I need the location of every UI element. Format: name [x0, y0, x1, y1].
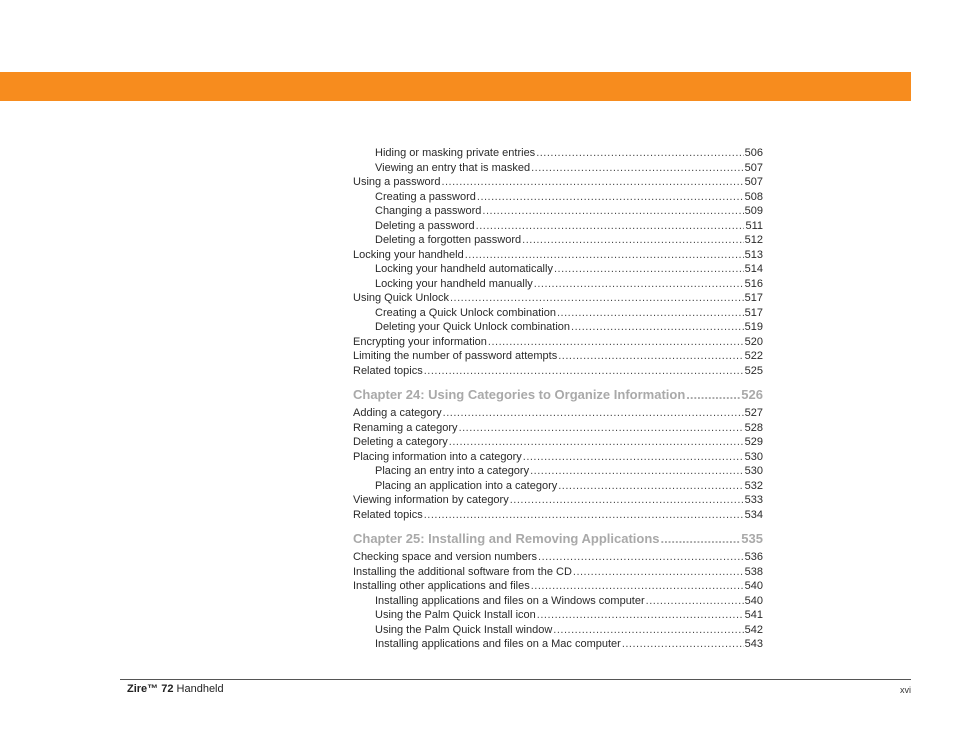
dot-leader	[476, 219, 745, 234]
toc-entry[interactable]	[353, 190, 763, 205]
dot-leader	[531, 161, 744, 176]
toc-entry[interactable]	[353, 320, 763, 335]
toc-entry-page: 525	[744, 364, 763, 377]
toc-entry[interactable]	[353, 262, 763, 277]
toc-entry-title: Using a password	[353, 176, 441, 188]
toc-entry-page: 530	[744, 465, 763, 477]
toc-entry-title: Changing a password	[375, 205, 482, 217]
dot-leader	[554, 262, 744, 277]
toc-entry-page: 529	[744, 436, 763, 448]
toc-entry-page: 519	[744, 321, 763, 333]
header-band	[0, 72, 911, 101]
toc-entry-page: 532	[744, 479, 763, 492]
toc-entry-page: 516	[744, 277, 763, 290]
toc-entry-title: Placing an application into a category	[375, 479, 558, 492]
toc-entry[interactable]	[353, 579, 763, 594]
toc-entry[interactable]	[353, 146, 763, 161]
toc-entry-page: 522	[744, 350, 763, 362]
toc-entry-title: Locking your handheld	[353, 248, 464, 261]
toc-entry[interactable]	[353, 608, 763, 623]
footer-divider	[120, 679, 911, 680]
toc-entry-page: 520	[744, 335, 763, 348]
toc-entry[interactable]	[353, 335, 763, 350]
toc-entry[interactable]	[353, 421, 763, 436]
toc-entry-page: 508	[744, 190, 763, 203]
toc-entry-page: 514	[744, 263, 763, 275]
toc-group-3	[353, 550, 763, 652]
toc-entry[interactable]	[353, 291, 763, 306]
product-suffix: Handheld	[173, 683, 224, 695]
toc-entry-title: Placing an entry into a category	[375, 465, 530, 477]
dot-leader	[622, 637, 744, 652]
dot-leader	[534, 277, 744, 292]
toc-entry[interactable]	[353, 493, 763, 508]
footer-product	[127, 683, 224, 695]
toc-entry-title: Creating a Quick Unlock combination	[375, 306, 556, 319]
toc-entry[interactable]	[353, 277, 763, 292]
toc-entry[interactable]	[353, 219, 763, 234]
toc-entry-page: 534	[744, 508, 763, 521]
toc-entry-page: 517	[744, 292, 763, 304]
dot-leader	[571, 320, 744, 335]
toc-entry-page: 513	[744, 248, 763, 261]
toc-entry-page: 511	[745, 219, 763, 232]
footer-page-number: xvi	[900, 685, 911, 695]
toc-group-2	[353, 406, 763, 522]
toc-entry-page: 536	[744, 551, 763, 563]
dot-leader	[441, 175, 743, 190]
dot-leader	[573, 565, 744, 580]
toc-entry[interactable]	[353, 161, 763, 176]
toc-entry[interactable]	[353, 248, 763, 263]
toc-entry-page: 542	[744, 623, 763, 636]
toc-entry-title: Adding a category	[353, 407, 442, 419]
toc-entry-page: 517	[744, 306, 763, 319]
toc-entry[interactable]	[353, 175, 763, 190]
dot-leader	[488, 335, 744, 350]
dot-leader	[450, 291, 744, 306]
toc-entry-title: Deleting a forgotten password	[375, 234, 522, 246]
toc-entry-page: 506	[744, 147, 763, 159]
toc-entry-title: Installing applications and files on a Windows computer	[375, 594, 645, 607]
chapter-page: 526	[741, 387, 763, 402]
toc-entry-page: 507	[744, 176, 763, 188]
dot-leader	[558, 479, 743, 494]
toc-entry-page: 527	[744, 407, 763, 419]
toc-entry-page: 541	[744, 609, 763, 621]
dot-leader	[531, 579, 744, 594]
toc-entry-page: 512	[744, 234, 763, 246]
toc-entry[interactable]	[353, 306, 763, 321]
toc-entry-page: 533	[744, 494, 763, 506]
toc-entry-page: 540	[744, 580, 763, 592]
dot-leader	[553, 623, 743, 638]
toc-entry[interactable]	[353, 435, 763, 450]
chapter-page: 535	[741, 531, 763, 546]
dot-leader	[424, 508, 744, 523]
dot-leader	[530, 464, 744, 479]
toc-entry-title: Locking your handheld automatically	[375, 263, 553, 275]
toc-entry[interactable]	[353, 349, 763, 364]
product-name: Zire™ 72	[127, 683, 174, 695]
toc-entry-title: Viewing an entry that is masked	[375, 161, 531, 174]
toc-entry[interactable]	[353, 508, 763, 523]
table-of-contents	[353, 146, 763, 652]
dot-leader	[686, 386, 740, 404]
toc-group-1	[353, 146, 763, 378]
toc-entry-title: Renaming a category	[353, 421, 458, 434]
dot-leader	[477, 190, 744, 205]
toc-entry[interactable]	[353, 406, 763, 421]
toc-entry-page: 530	[744, 450, 763, 463]
toc-entry-title: Using the Palm Quick Install icon	[375, 609, 536, 621]
toc-entry-title: Limiting the number of password attempts	[353, 350, 558, 362]
dot-leader	[661, 530, 741, 548]
chapter-25-heading[interactable]	[353, 530, 763, 548]
toc-entry-page: 543	[744, 638, 763, 650]
toc-entry[interactable]	[353, 464, 763, 479]
toc-entry[interactable]	[353, 233, 763, 248]
toc-entry-title: Using Quick Unlock	[353, 292, 449, 304]
chapter-24-heading[interactable]	[353, 386, 763, 404]
toc-entry-title: Deleting your Quick Unlock combination	[375, 321, 571, 333]
dot-leader	[522, 233, 743, 248]
toc-entry-page: 528	[744, 421, 763, 434]
dot-leader	[459, 421, 744, 436]
toc-entry[interactable]	[353, 623, 763, 638]
toc-entry-title: Encrypting your information	[353, 335, 487, 348]
dot-leader	[510, 493, 744, 508]
toc-entry-title: Deleting a category	[353, 436, 448, 448]
toc-entry[interactable]	[353, 479, 763, 494]
dot-leader	[646, 594, 744, 609]
toc-entry[interactable]	[353, 204, 763, 219]
toc-entry[interactable]	[353, 550, 763, 565]
toc-entry-title: Deleting a password	[375, 219, 475, 232]
dot-leader	[449, 435, 744, 450]
toc-entry[interactable]	[353, 565, 763, 580]
toc-entry-title: Locking your handheld manually	[375, 277, 533, 290]
chapter-title: Chapter 24: Using Categories to Organize Information	[353, 387, 686, 402]
toc-entry-title: Viewing information by category	[353, 494, 509, 506]
toc-entry-title: Installing the additional software from the CD	[353, 565, 572, 578]
dot-leader	[465, 248, 744, 263]
toc-entry-page: 538	[744, 565, 763, 578]
toc-entry[interactable]	[353, 364, 763, 379]
dot-leader	[523, 450, 744, 465]
dot-leader	[538, 550, 744, 565]
toc-entry-title: Checking space and version numbers	[353, 551, 538, 563]
toc-entry[interactable]	[353, 450, 763, 465]
dot-leader	[537, 608, 744, 623]
dot-leader	[482, 204, 743, 219]
dot-leader	[424, 364, 744, 379]
toc-entry-page: 507	[744, 161, 763, 174]
toc-entry[interactable]	[353, 594, 763, 609]
chapter-title: Chapter 25: Installing and Removing Applications	[353, 531, 660, 546]
toc-entry-title: Installing other applications and files	[353, 580, 530, 592]
toc-entry-title: Placing information into a category	[353, 450, 522, 463]
toc-entry-title: Related topics	[353, 508, 423, 521]
dot-leader	[557, 306, 744, 321]
toc-entry-title: Hiding or masking private entries	[375, 147, 536, 159]
toc-entry-page: 540	[744, 594, 763, 607]
toc-entry-page: 509	[744, 205, 763, 217]
dot-leader	[443, 406, 744, 421]
toc-entry-title: Related topics	[353, 364, 423, 377]
dot-leader	[536, 146, 743, 161]
toc-entry[interactable]	[353, 637, 763, 652]
toc-entry-title: Using the Palm Quick Install window	[375, 623, 553, 636]
dot-leader	[558, 349, 743, 364]
toc-entry-title: Creating a password	[375, 190, 476, 203]
toc-entry-title: Installing applications and files on a Mac computer	[375, 638, 621, 650]
